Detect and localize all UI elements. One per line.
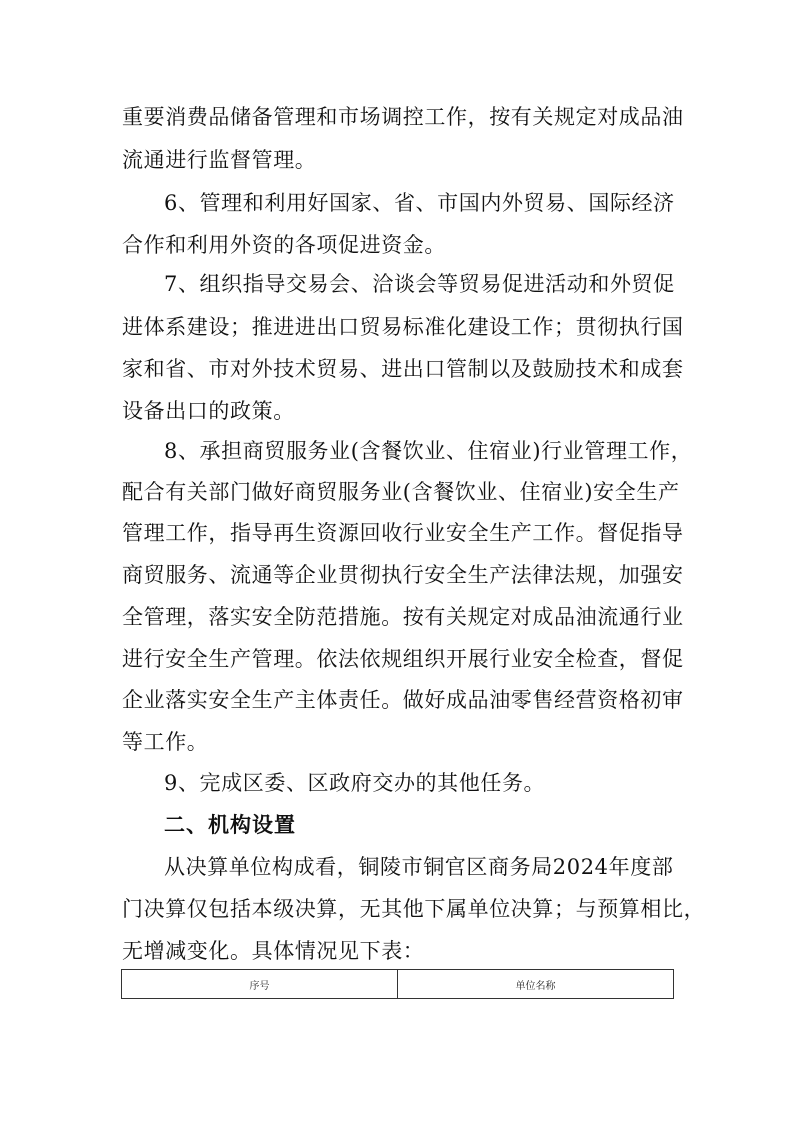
table-header-unit-name: 单位名称 <box>398 970 674 999</box>
paragraph-line: 流通进行监督管理。 <box>122 148 317 172</box>
paragraph-line: 等工作。 <box>122 730 209 754</box>
paragraph-line: 门决算仅包括本级决算，无其他下属单位决算；与预算相比， <box>122 897 706 921</box>
paragraph-line: 9、完成区委、区政府交办的其他任务。 <box>164 771 546 795</box>
paragraph-line: 6、管理和利用好国家、省、市国内外贸易、国际经济 <box>164 191 675 215</box>
paragraph-line: 商贸服务、流通等企业贯彻执行安全生产法律法规，加强安 <box>122 563 684 587</box>
section-heading: 二、机构设置 <box>164 812 296 837</box>
unit-table <box>121 969 674 999</box>
table-header-serial: 序号 <box>122 970 398 999</box>
paragraph-line: 全管理，落实安全防范措施。按有关规定对成品油流通行业 <box>122 605 684 629</box>
paragraph-line: 设备出口的政策。 <box>122 399 295 423</box>
paragraph-line: 进体系建设；推进进出口贸易标准化建设工作；贯彻执行国 <box>122 315 684 339</box>
paragraph-line: 重要消费品储备管理和市场调控工作，按有关规定对成品油 <box>122 105 684 129</box>
paragraph-line: 管理工作，指导再生资源回收行业安全生产工作。督促指导 <box>122 521 684 545</box>
paragraph-line: 进行安全生产管理。依法依规组织开展行业安全检查，督促 <box>122 647 684 671</box>
paragraph-line: 无增减变化。具体情况见下表： <box>122 939 425 963</box>
paragraph-line: 8、承担商贸服务业(含餐饮业、住宿业)行业管理工作， <box>164 439 693 463</box>
paragraph-line: 合作和利用外资的各项促进资金。 <box>122 233 446 257</box>
paragraph-line: 企业落实安全生产主体责任。做好成品油零售经营资格初审 <box>122 688 684 712</box>
table-header-row <box>122 970 674 999</box>
paragraph-line: 从决算单位构成看，铜陵市铜官区商务局2024年度部 <box>164 855 674 879</box>
paragraph-line: 7、组织指导交易会、洽谈会等贸易促进活动和外贸促 <box>164 272 675 296</box>
paragraph-line: 配合有关部门做好商贸服务业(含餐饮业、住宿业)安全生产 <box>122 480 680 504</box>
paragraph-line: 家和省、市对外技术贸易、进出口管制以及鼓励技术和成套 <box>122 357 684 381</box>
